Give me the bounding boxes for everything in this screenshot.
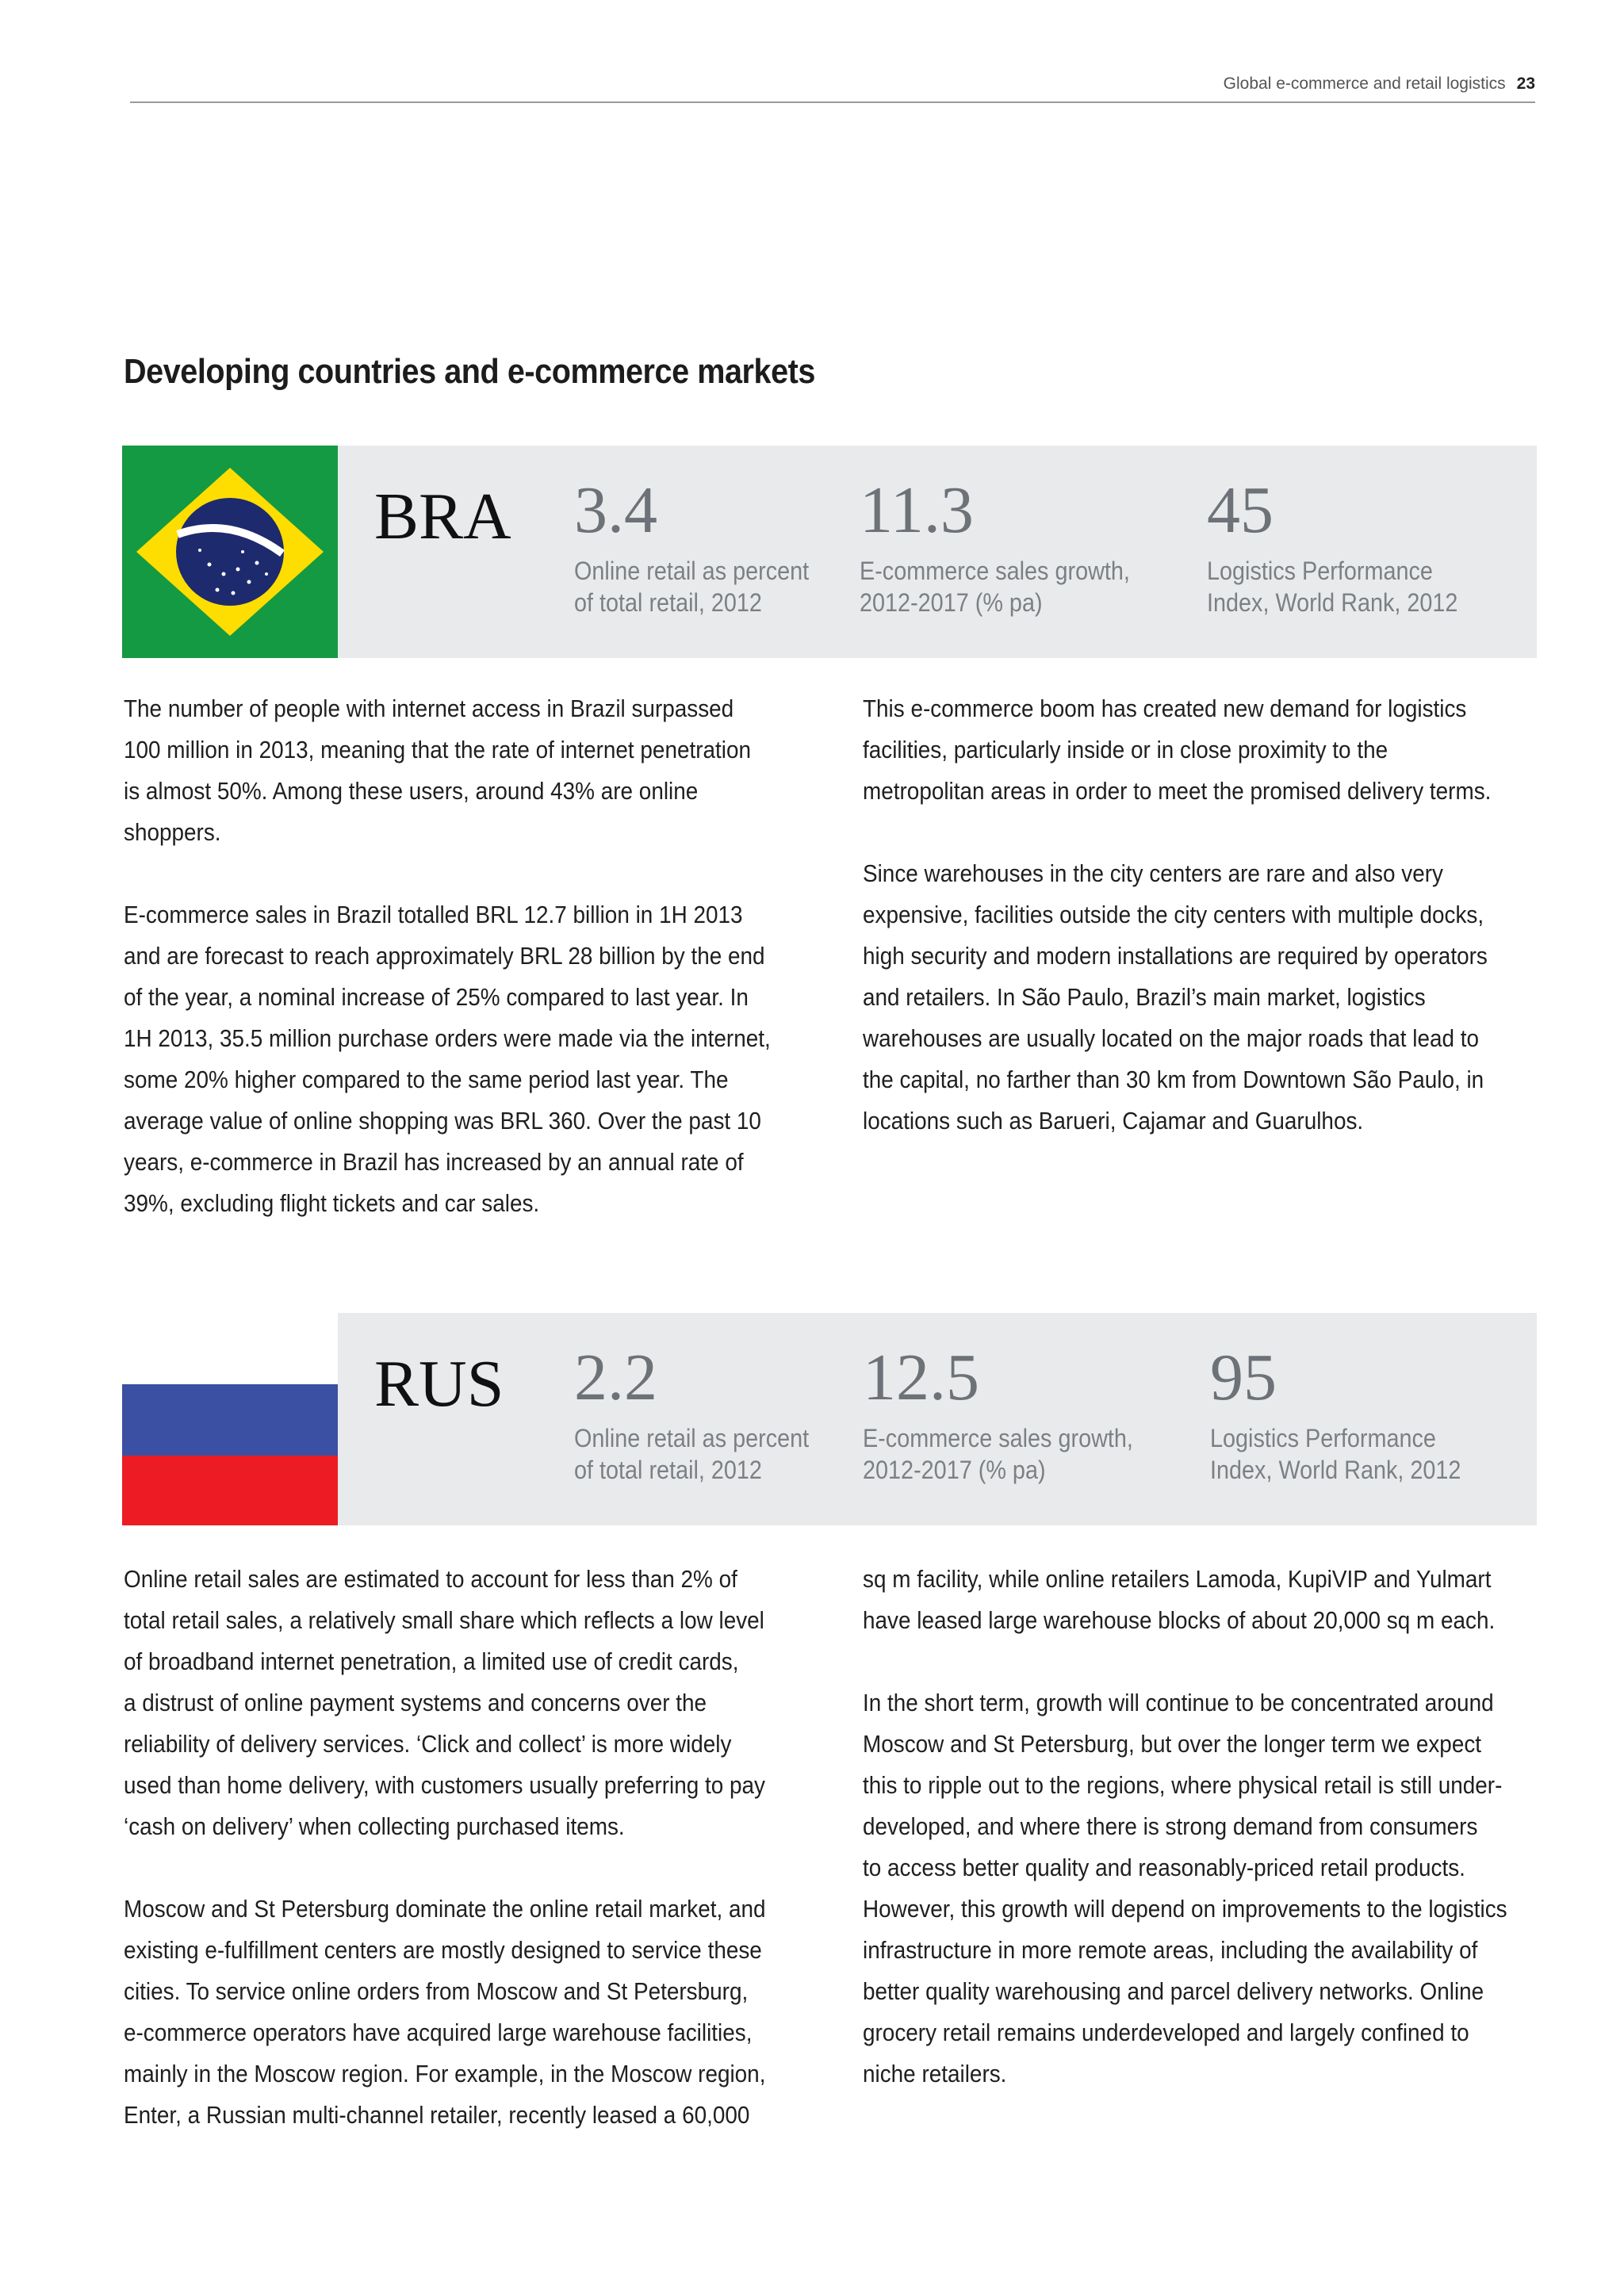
paragraph: Online retail sales are estimated to account for less than 2% of total retail sales, a relatively small share which reflects a low level of broadband internet penetration, a limited use of credit cards, a distrust of online payment systems and concerns over the reliability of delivery services. ‘Click and collect’ is more widely used than home delivery, with customers usually preferring to pay ‘cash on delivery’ when collecting purchased items. xyxy=(124,1565,765,1840)
stat-ecommerce-growth xyxy=(863,1341,1163,1486)
stat-online-retail xyxy=(574,473,835,618)
running-header xyxy=(130,73,1535,103)
stat-label: Online retail as percent of total retail, 2012 xyxy=(574,557,810,617)
brazil-text-right xyxy=(863,688,1505,1142)
stat-logistics-rank xyxy=(1210,1341,1489,1486)
stat-ecommerce-growth xyxy=(860,473,1160,618)
stat-label: Logistics Performance Index, World Rank, 2012 xyxy=(1210,1424,1461,1484)
stat-label: Logistics Performance Index, World Rank, 2012 xyxy=(1207,557,1458,617)
country-band-brazil xyxy=(122,446,1537,658)
russia-text-left xyxy=(124,1559,766,2136)
stat-online-retail xyxy=(574,1341,835,1486)
russia-text-right xyxy=(863,1559,1505,2095)
stat-value: 3.4 xyxy=(574,473,657,547)
stat-label: E-commerce sales growth, 2012-2017 (% pa) xyxy=(863,1424,1133,1484)
paragraph: This e-commerce boom has created new demand for logistics facilities, particularly inside or in close proximity to the metropolitan areas in order to meet the promised delivery terms. xyxy=(863,695,1492,805)
paragraph: sq m facility, while online retailers Lamoda, KupiVIP and Yulmart have leased large warehouse blocks of about 20,000 sq m each. xyxy=(863,1565,1496,1634)
paragraph: Moscow and St Petersburg dominate the online retail market, and existing e-fulfillment centers are mostly designed to service these cities. To service online orders from Moscow and St Petersburg, e-commerce operators have acquired large warehouse facilities, mainly in the Moscow region. For example, in the Moscow region, Enter, a Russian multi-channel retailer, recently leased a 60,000 xyxy=(124,1895,766,2129)
stat-logistics-rank xyxy=(1207,473,1486,618)
stat-value: 2.2 xyxy=(574,1341,657,1414)
paragraph: The number of people with internet access in Brazil surpassed 100 million in 2013, meaning that the rate of internet penetration is almost 50%. Among these users, around 43% are online shoppers. xyxy=(124,695,752,846)
brazil-flag-icon xyxy=(122,446,338,658)
country-band-russia xyxy=(122,1313,1537,1525)
paragraph: E-commerce sales in Brazil totalled BRL 12.7 billion in 1H 2013 and are forecast to reach approximately BRL 28 billion by the end of the year, a nominal increase of 25% compared to last year. In 1H 2013, 35.5 million purchase orders were made via the internet, some 20% higher compared to the same period last year. The average value of online shopping was BRL 360. Over the past 10 years, e-commerce in Brazil has increased by an annual rate of 39%, excluding flight tickets and car sales. xyxy=(124,901,771,1217)
russia-flag-icon xyxy=(122,1313,338,1525)
stat-value: 45 xyxy=(1207,473,1274,547)
brazil-text-left xyxy=(124,688,771,1224)
stat-value: 12.5 xyxy=(863,1341,979,1414)
stat-label: E-commerce sales growth, 2012-2017 (% pa) xyxy=(860,557,1130,617)
paragraph: In the short term, growth will continue to be concentrated around Moscow and St Petersburg, but over the longer term we expect this to ripple out to the regions, where physical retail is still under- developed, and where there is strong demand from consumers to access better quality and reasonably-priced retail products. However, this growth will depend on improvements to the logistics infrastructure in more remote areas, including the availability of better quality warehousing and parcel delivery networks. Online grocery retail remains underdeveloped and largely confined to niche retailers. xyxy=(863,1689,1507,2087)
paragraph: Since warehouses in the city centers are rare and also very expensive, facilities outside the city centers with multiple docks, high security and modern installations are required by operators and retailers. In São Paulo, Brazil’s main market, logistics warehouses are usually located on the major roads that lead to the capital, no farther than 30 km from Downtown São Paulo, in locations such as Barueri, Cajamar and Guarulhos. xyxy=(863,859,1488,1135)
page-number: 23 xyxy=(1516,75,1535,93)
stat-label: Online retail as percent of total retail, 2012 xyxy=(574,1424,810,1484)
country-code: RUS xyxy=(374,1347,504,1421)
stat-value: 11.3 xyxy=(860,473,974,547)
section-title: Developing countries and e-commerce markets xyxy=(124,352,815,391)
stat-value: 95 xyxy=(1210,1341,1277,1414)
country-code: BRA xyxy=(374,480,511,553)
header-title: Global e-commerce and retail logistics xyxy=(1223,75,1506,93)
